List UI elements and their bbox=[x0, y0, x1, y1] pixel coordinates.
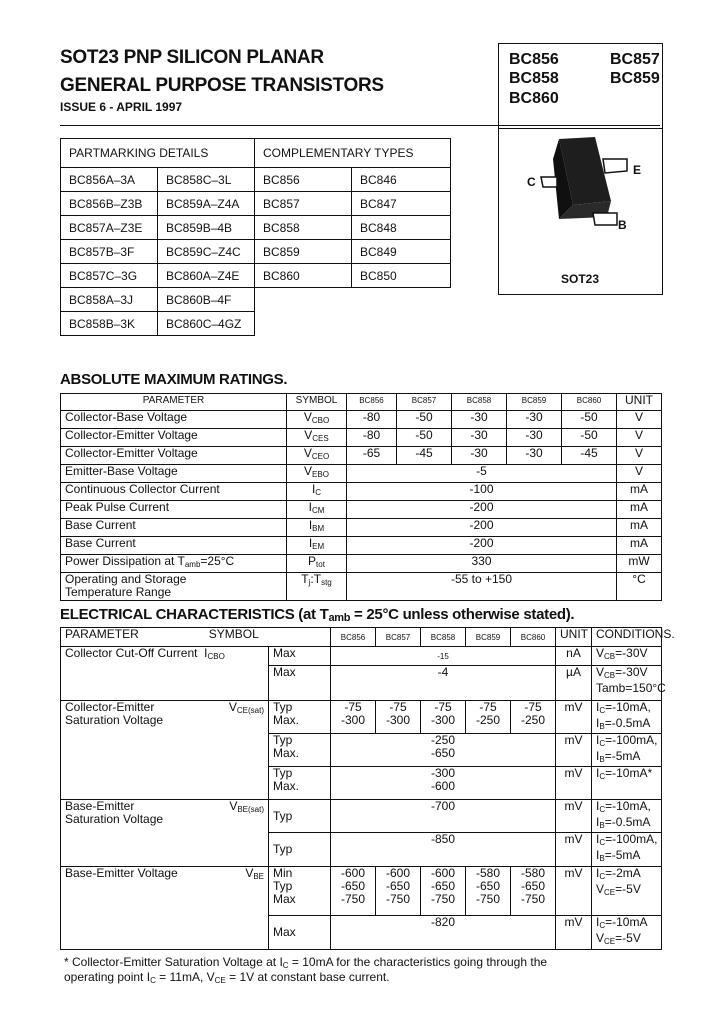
complementary-header: COMPLEMENTARY TYPES bbox=[255, 139, 451, 168]
value-cell: -30 bbox=[452, 429, 507, 447]
unit-cell: mV bbox=[556, 833, 592, 867]
value-cell: -700 bbox=[331, 800, 556, 833]
symbol-cell: $I_{CM}$ bbox=[287, 501, 347, 519]
partmark-cell: BC859A–Z4A bbox=[158, 192, 255, 216]
value-cell: -600 -650 -750 bbox=[421, 867, 466, 916]
footnote-line-1: * Collector-Emitter Saturation Voltage at $I_C = 10mA$ for the characteristics going through the bbox=[64, 955, 548, 970]
param-cell: Peak Pulse Current bbox=[61, 501, 287, 519]
part-number: BC857 bbox=[610, 51, 660, 68]
value-cell: -580 -650 -750 bbox=[466, 867, 511, 916]
ec-header-part: BC857 bbox=[376, 628, 421, 647]
comp-cell: BC857 bbox=[255, 192, 352, 216]
ec-header-conditions: CONDITIONS. bbox=[592, 628, 662, 647]
symbol-cell: $V_{CEO}$ bbox=[287, 447, 347, 465]
amr-header-param: PARAMETER bbox=[61, 394, 287, 411]
partmarking-table bbox=[60, 138, 451, 336]
param-vbesat: Base-Emitter $V_{BE(sat)}$ Saturation Voltage bbox=[61, 800, 269, 867]
unit-cell: mA bbox=[617, 483, 662, 501]
value-cell: -30 bbox=[507, 411, 562, 429]
meas-type: Max bbox=[269, 916, 331, 950]
value-cell: -50 bbox=[397, 429, 452, 447]
package-box bbox=[498, 128, 663, 295]
unit-cell: mW bbox=[617, 555, 662, 573]
value-cell: -200 bbox=[347, 501, 617, 519]
unit-cell: mV bbox=[556, 800, 592, 833]
meas-type: Typ Max. bbox=[269, 767, 331, 800]
amr-header-unit: UNIT bbox=[617, 394, 662, 411]
partmark-cell: BC856B–Z3B bbox=[61, 192, 158, 216]
amr-row bbox=[61, 465, 662, 483]
sot23-drawing bbox=[499, 129, 662, 269]
amr-header-part: BC860 bbox=[562, 394, 617, 411]
partmark-cell: BC860C–4GZ bbox=[158, 312, 255, 336]
comp-cell: BC849 bbox=[352, 240, 451, 264]
value-cell: -75 -300 bbox=[421, 701, 466, 734]
unit-cell: V bbox=[617, 411, 662, 429]
param-cell: Collector-Emitter Voltage bbox=[61, 447, 287, 465]
cond-cell: $I_C=-10mA*$ bbox=[592, 767, 662, 800]
amr-header-symbol: SYMBOL bbox=[287, 394, 347, 411]
symbol-cell: $V_{EBO}$ bbox=[287, 465, 347, 483]
param-icbo: Collector Cut-Off Current $I_{CBO}$ bbox=[61, 647, 269, 701]
value-cell: -75 -300 bbox=[376, 701, 421, 734]
partmark-cell: BC859C–Z4C bbox=[158, 240, 255, 264]
amr-row bbox=[61, 483, 662, 501]
amr-row bbox=[61, 447, 662, 465]
comp-cell: BC859 bbox=[255, 240, 352, 264]
comp-cell: BC846 bbox=[352, 168, 451, 192]
amr-row bbox=[61, 501, 662, 519]
value-cell: -30 bbox=[452, 411, 507, 429]
symbol-cell: $P_{tot}$ bbox=[287, 555, 347, 573]
value-cell: -15 bbox=[331, 647, 556, 666]
ec-header-part: BC858 bbox=[421, 628, 466, 647]
partmark-cell: BC856A–3A bbox=[61, 168, 158, 192]
amr-row bbox=[61, 411, 662, 429]
ec-header-param: PARAMETER SYMBOL bbox=[61, 628, 331, 647]
value-cell: -45 bbox=[562, 447, 617, 465]
ec-header-unit: UNIT bbox=[556, 628, 592, 647]
unit-cell: °C bbox=[617, 573, 662, 601]
title-line-1: SOT23 PNP SILICON PLANAR bbox=[60, 47, 324, 68]
symbol-cell: $I_C$ bbox=[287, 483, 347, 501]
partmark-cell: BC857A–Z3E bbox=[61, 216, 158, 240]
cond-cell: $I_C=-10mA$, $I_B=-0.5mA$ bbox=[592, 800, 662, 833]
amr-header-part: BC856 bbox=[347, 394, 397, 411]
partmark-cell: BC857B–3F bbox=[61, 240, 158, 264]
meas-type: Max bbox=[269, 647, 331, 666]
unit-cell: mA bbox=[617, 537, 662, 555]
param-cell: Base Current bbox=[61, 519, 287, 537]
footnote-line-2: operating point $I_C = 11mA$, $V_{CE} = 1V$ at constant base current. bbox=[64, 970, 390, 985]
unit-cell: mA bbox=[617, 519, 662, 537]
part-number: BC859 bbox=[610, 70, 660, 87]
amr-row bbox=[61, 573, 662, 601]
cond-cell: $V_{CB}=-30V$ bbox=[592, 647, 662, 666]
value-cell: -80 bbox=[347, 411, 397, 429]
issue-date: ISSUE 6 - APRIL 1997 bbox=[60, 100, 183, 114]
unit-cell: V bbox=[617, 429, 662, 447]
value-cell: -600 -650 -750 bbox=[331, 867, 376, 916]
value-cell: -100 bbox=[347, 483, 617, 501]
comp-cell: BC860 bbox=[255, 264, 352, 288]
value-cell: -250 -650 bbox=[331, 734, 556, 767]
value-cell: -75 -250 bbox=[466, 701, 511, 734]
param-cell: Continuous Collector Current bbox=[61, 483, 287, 501]
ec-title: ELECTRICAL CHARACTERISTICS (at $T_{amb} = 25^\circ C$ unless otherwise stated). bbox=[60, 606, 575, 624]
part-number: BC860 bbox=[509, 90, 559, 107]
param-vbe: Base-Emitter Voltage $V_{BE}$ bbox=[61, 867, 269, 950]
amr-row bbox=[61, 429, 662, 447]
value-cell: -75 -250 bbox=[511, 701, 556, 734]
value-cell: -45 bbox=[397, 447, 452, 465]
value-cell: -200 bbox=[347, 537, 617, 555]
value-cell: -4 bbox=[331, 666, 556, 701]
value-cell: -50 bbox=[397, 411, 452, 429]
symbol-cell: $V_{CES}$ bbox=[287, 429, 347, 447]
cond-cell: $I_C=-10mA$ $V_{CE}=-5V$ bbox=[592, 916, 662, 950]
title-line-2: GENERAL PURPOSE TRANSISTORS bbox=[60, 75, 384, 96]
partmark-cell: BC858C–3L bbox=[158, 168, 255, 192]
value-cell: -5 bbox=[347, 465, 617, 483]
pin-b-label: B bbox=[618, 218, 627, 232]
param-cell: Collector-Base Voltage bbox=[61, 411, 287, 429]
value-cell: -300 -600 bbox=[331, 767, 556, 800]
amr-header-part: BC858 bbox=[452, 394, 507, 411]
param-cell: Base Current bbox=[61, 537, 287, 555]
value-cell: -30 bbox=[452, 447, 507, 465]
unit-cell: mV bbox=[556, 767, 592, 800]
value-cell: -580 -650 -750 bbox=[511, 867, 556, 916]
unit-cell: mV bbox=[556, 734, 592, 767]
unit-cell: V bbox=[617, 465, 662, 483]
unit-cell: nA bbox=[556, 647, 592, 666]
param-cell: Collector-Emitter Voltage bbox=[61, 429, 287, 447]
symbol-cell: $I_{EM}$ bbox=[287, 537, 347, 555]
unit-cell: V bbox=[617, 447, 662, 465]
value-cell: -75 -300 bbox=[331, 701, 376, 734]
comp-cell: BC856 bbox=[255, 168, 352, 192]
value-cell: -50 bbox=[562, 429, 617, 447]
meas-type: Min Typ Max bbox=[269, 867, 331, 916]
value-cell: -55 to +150 bbox=[347, 573, 617, 601]
amr-row bbox=[61, 537, 662, 555]
pin-e-label: E bbox=[633, 163, 642, 177]
meas-type: Max bbox=[269, 666, 331, 701]
ec-header-part: BC860 bbox=[511, 628, 556, 647]
value-cell: -30 bbox=[507, 429, 562, 447]
meas-type: Typ Max. bbox=[269, 734, 331, 767]
comp-cell: BC847 bbox=[352, 192, 451, 216]
amr-row bbox=[61, 555, 662, 573]
cond-cell: $I_C=-10mA$, $I_B=-0.5mA$ bbox=[592, 701, 662, 734]
value-cell: -600 -650 -750 bbox=[376, 867, 421, 916]
cond-cell: $V_{CB}=-30V$ Tamb=150°C bbox=[592, 666, 662, 701]
amr-title: ABSOLUTE MAXIMUM RATINGS. bbox=[60, 371, 288, 388]
meas-type: Typ Max. bbox=[269, 701, 331, 734]
amr-header-part: BC857 bbox=[397, 394, 452, 411]
amr-table bbox=[60, 393, 662, 601]
value-cell: -200 bbox=[347, 519, 617, 537]
cond-cell: $I_C=-2mA$ $V_{CE}=-5V$ bbox=[592, 867, 662, 916]
part-number: BC858 bbox=[509, 70, 559, 87]
value-cell: -80 bbox=[347, 429, 397, 447]
comp-cell: BC848 bbox=[352, 216, 451, 240]
partmark-cell: BC860A–Z4E bbox=[158, 264, 255, 288]
partmark-cell: BC859B–4B bbox=[158, 216, 255, 240]
comp-cell: BC858 bbox=[255, 216, 352, 240]
partmark-cell: BC857C–3G bbox=[61, 264, 158, 288]
value-cell: -820 bbox=[331, 916, 556, 950]
partmarking-header: PARTMARKING DETAILS bbox=[61, 139, 255, 168]
value-cell: 330 bbox=[347, 555, 617, 573]
cond-cell: $I_C=-100mA$, $I_B=-5mA$ bbox=[592, 734, 662, 767]
pin-c-label: C bbox=[527, 175, 536, 189]
meas-type: Typ bbox=[269, 800, 331, 833]
value-cell: -65 bbox=[347, 447, 397, 465]
unit-cell: µA bbox=[556, 666, 592, 701]
unit-cell: mV bbox=[556, 867, 592, 916]
partmark-cell: BC858A–3J bbox=[61, 288, 158, 312]
package-name: SOT23 bbox=[561, 272, 600, 286]
symbol-cell: $I_{BM}$ bbox=[287, 519, 347, 537]
value-cell: -30 bbox=[507, 447, 562, 465]
partmark-cell: BC860B–4F bbox=[158, 288, 255, 312]
amr-header-part: BC859 bbox=[507, 394, 562, 411]
unit-cell: mA bbox=[617, 501, 662, 519]
symbol-cell: $T_j:T_{stg}$ bbox=[287, 573, 347, 601]
param-cell: Emitter-Base Voltage bbox=[61, 465, 287, 483]
param-cell: Power Dissipation at $T_{amb}=25^\circ C$ bbox=[61, 555, 287, 573]
part-number-box bbox=[498, 43, 663, 129]
symbol-cell: $V_{CBO}$ bbox=[287, 411, 347, 429]
ec-header-part: BC859 bbox=[466, 628, 511, 647]
param-vcesat: Collector-Emitter $V_{CE(sat)}$ Saturation Voltage bbox=[61, 701, 269, 800]
partmark-cell: BC858B–3K bbox=[61, 312, 158, 336]
ec-table bbox=[60, 627, 675, 950]
value-cell: -850 bbox=[331, 833, 556, 867]
ec-header-part: BC856 bbox=[331, 628, 376, 647]
unit-cell: mV bbox=[556, 701, 592, 734]
meas-type: Typ bbox=[269, 833, 331, 867]
part-number: BC856 bbox=[509, 51, 559, 68]
unit-cell: mV bbox=[556, 916, 592, 950]
amr-row bbox=[61, 519, 662, 537]
comp-cell: BC850 bbox=[352, 264, 451, 288]
value-cell: -50 bbox=[562, 411, 617, 429]
cond-cell: $I_C=-100mA$, $I_B=-5mA$ bbox=[592, 833, 662, 867]
param-cell: Operating and Storage Temperature Range bbox=[61, 573, 287, 601]
